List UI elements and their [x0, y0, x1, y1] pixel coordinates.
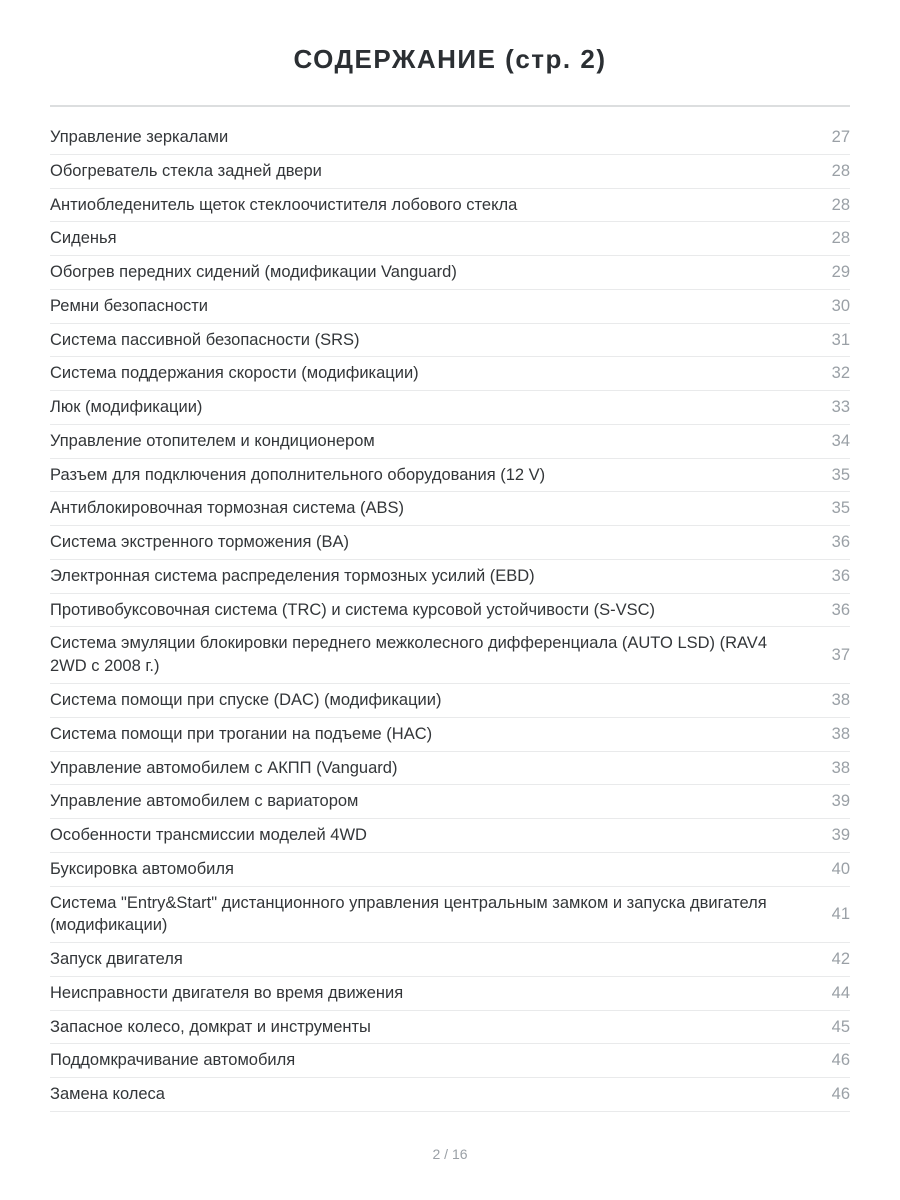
toc-entry-title: Противобуксовочная система (TRC) и система курсовой устойчивости (S-VSC)	[50, 600, 656, 619]
toc-entry[interactable]	[50, 887, 850, 944]
toc-entry-page: 34	[831, 431, 850, 450]
toc-entry-title: Особенности трансмиссии моделей 4WD	[50, 826, 367, 845]
toc-entry[interactable]	[50, 560, 850, 594]
toc-entry-title: Неисправности двигателя во время движения	[50, 983, 404, 1002]
toc-entry[interactable]	[50, 819, 850, 853]
toc-list	[50, 121, 850, 1112]
toc-entry[interactable]	[50, 785, 850, 819]
toc-entry[interactable]	[50, 492, 850, 526]
toc-entry[interactable]	[50, 357, 850, 391]
toc-entry-title: Обогреватель стекла задней двери	[50, 161, 322, 180]
toc-entry[interactable]	[50, 977, 850, 1011]
toc-entry-title: Электронная система распределения тормозных усилий (EBD)	[50, 566, 535, 585]
toc-entry-page: 46	[831, 1085, 850, 1104]
toc-entry-page: 36	[831, 600, 850, 619]
toc-entry-title: Управление отопителем и кондиционером	[50, 431, 375, 450]
toc-entry[interactable]	[50, 752, 850, 786]
toc-entry-title: Система "Entry&Start" дистанционного управления центральным замком и запуска двигателя (модификации)	[50, 893, 767, 935]
page-title: СОДЕРЖАНИЕ (стр. 2)	[293, 44, 607, 74]
toc-entry-page: 32	[831, 364, 850, 383]
toc-entry-page: 39	[831, 792, 850, 811]
toc-entry-page: 36	[831, 566, 850, 585]
toc-entry-title: Управление автомобилем с АКПП (Vanguard)	[50, 758, 398, 777]
toc-entry-title: Система эмуляции блокировки переднего межколесного дифференциала (AUTO LSD) (RAV4 2WD с 2008 г.)	[50, 634, 767, 676]
toc-entry[interactable]	[50, 290, 850, 324]
toc-entry-title: Антиблокировочная тормозная система (ABS)	[50, 499, 404, 518]
toc-entry-page: 38	[831, 691, 850, 710]
toc-entry-title: Система помощи при трогании на подъеме (HAC)	[50, 724, 433, 743]
toc-entry-title: Система поддержания скорости (модификации)	[50, 364, 419, 383]
toc-entry-page: 45	[831, 1017, 850, 1036]
toc-entry[interactable]	[50, 189, 850, 223]
toc-entry[interactable]	[50, 256, 850, 290]
toc-entry-title: Система помощи при спуске (DAC) (модификации)	[50, 691, 442, 710]
toc-entry[interactable]	[50, 718, 850, 752]
toc-entry[interactable]	[50, 1011, 850, 1045]
toc-entry-title: Люк (модификации)	[50, 398, 203, 417]
toc-entry-page: 28	[831, 195, 850, 214]
toc-entry-title: Буксировка автомобиля	[50, 859, 234, 878]
toc-entry-title: Система экстренного торможения (BA)	[50, 533, 349, 552]
toc-entry-page: 39	[831, 826, 850, 845]
toc-entry-page: 35	[831, 499, 850, 518]
toc-entry-page: 41	[831, 904, 850, 923]
toc-entry[interactable]	[50, 155, 850, 189]
toc-entry-page: 27	[831, 128, 850, 146]
page-indicator: 2 / 16	[432, 1146, 468, 1162]
toc-entry[interactable]	[50, 1044, 850, 1078]
toc-entry-title: Управление зеркалами	[50, 128, 229, 146]
toc-entry-page: 29	[831, 263, 850, 282]
toc-entry-page: 35	[831, 465, 850, 484]
toc-entry[interactable]	[50, 121, 850, 155]
toc-entry-page: 38	[831, 758, 850, 777]
toc-entry-title: Разъем для подключения дополнительного оборудования (12 V)	[50, 465, 546, 484]
toc-entry-page: 42	[831, 950, 850, 969]
toc-entry-title: Ремни безопасности	[50, 296, 209, 315]
toc-entry-title: Антиобледенитель щеток стеклоочистителя лобового стекла	[50, 195, 518, 214]
toc-entry-title: Система пассивной безопасности (SRS)	[50, 330, 360, 349]
toc-entry[interactable]	[50, 853, 850, 887]
toc-entry[interactable]	[50, 526, 850, 560]
toc-entry-title: Запасное колесо, домкрат и инструменты	[50, 1017, 371, 1036]
toc-entry-title: Замена колеса	[50, 1085, 165, 1104]
toc-entry[interactable]	[50, 459, 850, 493]
toc-entry-title: Обогрев передних сидений (модификации Vanguard)	[50, 263, 457, 282]
toc-entry[interactable]	[50, 425, 850, 459]
toc-entry-page: 36	[831, 533, 850, 552]
toc-entry[interactable]	[50, 222, 850, 256]
toc-entry-page: 31	[831, 330, 850, 349]
toc-entry[interactable]	[50, 1078, 850, 1112]
toc-entry-page: 40	[831, 859, 850, 878]
toc-entry[interactable]	[50, 324, 850, 358]
toc-entry-title: Поддомкрачивание автомобиля	[50, 1051, 296, 1070]
toc-entry-title: Управление автомобилем с вариатором	[50, 792, 359, 811]
title-divider	[50, 105, 850, 107]
toc-entry-page: 28	[831, 229, 850, 248]
toc-entry-title: Сиденья	[50, 229, 117, 248]
toc-entry-page: 37	[831, 645, 850, 664]
toc-entry[interactable]	[50, 943, 850, 977]
toc-entry-page: 44	[831, 983, 850, 1002]
toc-entry-page: 28	[831, 161, 850, 180]
toc-entry-page: 33	[831, 398, 850, 417]
toc-entry[interactable]	[50, 594, 850, 628]
toc-entry-page: 30	[831, 296, 850, 315]
toc-entry-page: 46	[831, 1051, 850, 1070]
toc-entry[interactable]	[50, 627, 850, 684]
toc-entry-title: Запуск двигателя	[50, 950, 183, 969]
toc-entry[interactable]	[50, 684, 850, 718]
toc-entry-page: 38	[831, 724, 850, 743]
toc-entry[interactable]	[50, 391, 850, 425]
